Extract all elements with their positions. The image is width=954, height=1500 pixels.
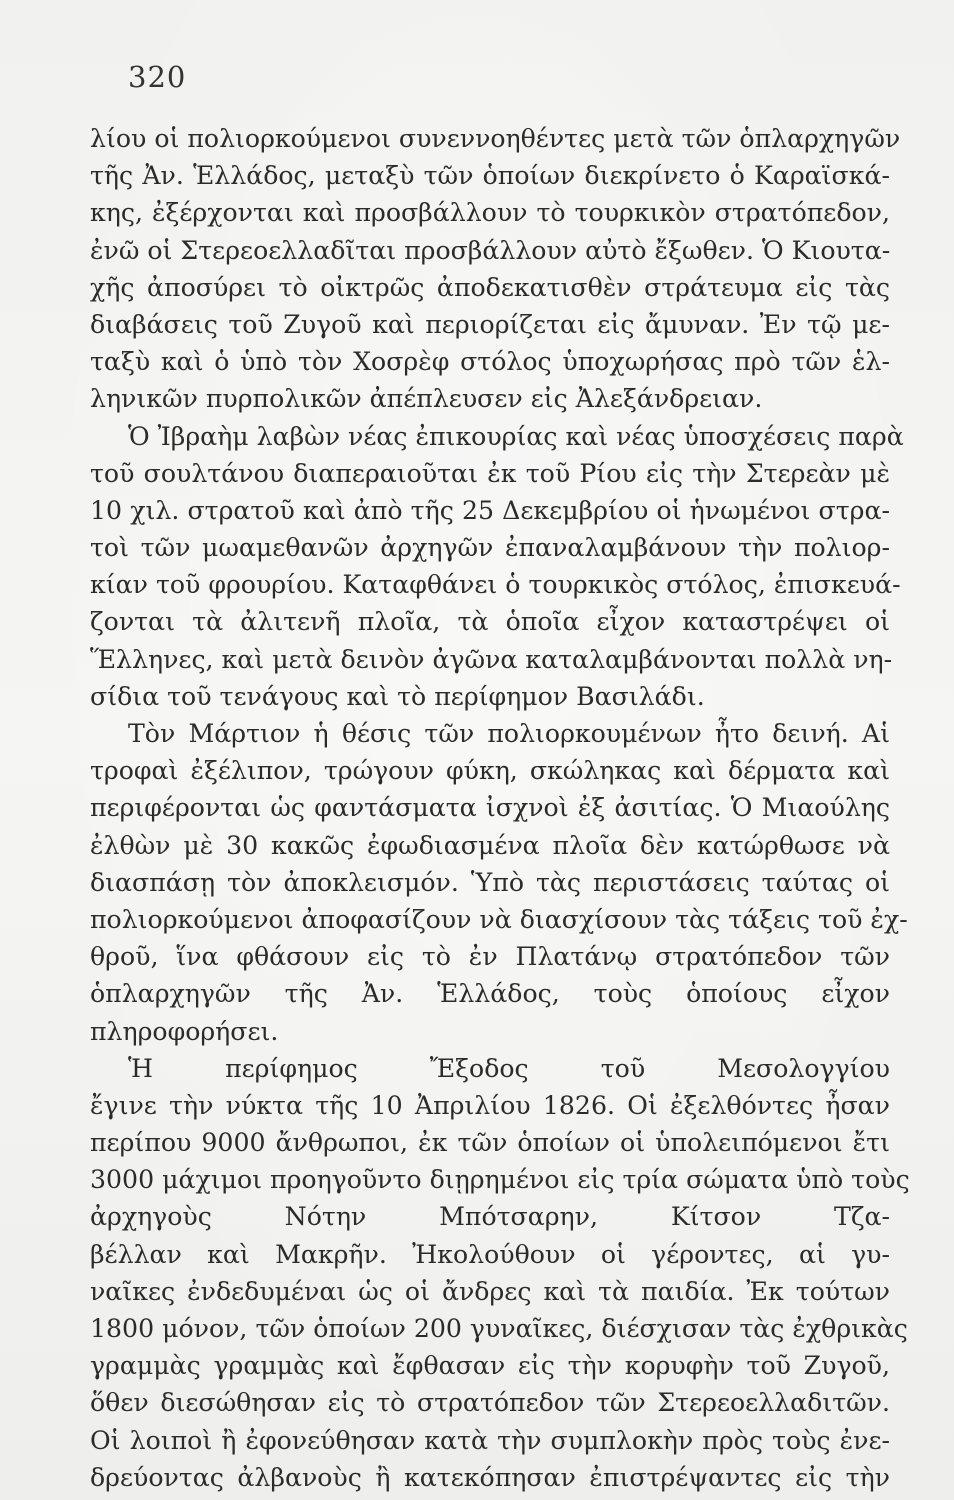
text-line: ἐλθὼν μὲ 30 κακῶς ἐφωδιασμένα πλοῖα δὲν κατώρθωσε νὰ	[90, 830, 890, 860]
text-line: βέλλαν καὶ Μακρῆν. Ἠκολούθουν οἱ γέροντες, αἱ γυ-	[90, 1239, 890, 1269]
text-line: δρεύοντας ἀλβανοὺς ἢ κατεκόπησαν ἐπιστρέψαντες εἰς τὴν	[90, 1462, 890, 1492]
text-line: ἐνῶ οἱ Στερεοελλαδῖται προσβάλλουν αὐτὸ ἔξωθεν. Ὁ Κιουτα-	[90, 235, 891, 265]
text-line: Ἕλληνες, καὶ μετὰ δεινὸν ἀγῶνα καταλαμβάνονται πολλὰ νη-	[90, 644, 893, 674]
text-line: 10 χιλ. στρατοῦ καὶ ἀπὸ τῆς 25 Δεκεμβρίου οἱ ἡνωμένοι στρα-	[90, 495, 890, 525]
text-line: κης, ἐξέρχονται καὶ προσβάλλουν τὸ τουρκικὸν στρατόπεδον,	[90, 198, 890, 228]
text-line: Ἡ περίφημος Ἔξοδος τοῦ Μεσολογγίου	[128, 1053, 890, 1083]
text-line: σίδια τοῦ τενάγους καὶ τὸ περίφημον Βασιλάδι.	[90, 681, 705, 711]
text-line: Ὁ Ἰβραὴμ λαβὼν νέας ἐπικουρίας καὶ νέας ὑποσχέσεις παρὰ	[128, 421, 904, 451]
text-line: ἔγινε τὴν νύκτα τῆς 10 Ἀπριλίου 1826. Οἱ ἐξελθόντες ἦσαν	[90, 1090, 890, 1120]
text-line: Οἱ λοιποὶ ἢ ἐφονεύθησαν κατὰ τὴν συμπλοκὴν πρὸς τοὺς ἐνε-	[90, 1425, 890, 1455]
text-line: περιφέρονται ὡς φαντάσματα ἰσχνοὶ ἐξ ἀσιτίας. Ὁ Μιαούλης	[90, 793, 890, 823]
text-line: διασπάσῃ τὸν ἀποκλεισμόν. Ὑπὸ τὰς περιστάσεις ταύτας οἱ	[90, 867, 890, 897]
text-line: ζονται τὰ ἀλιτενῆ πλοῖα, τὰ ὁποῖα εἶχον καταστρέψει οἱ	[90, 607, 890, 637]
text-line: πολιορκούμενοι ἀποφασίζουν νὰ διασχίσουν τὰς τάξεις τοῦ ἐχ-	[90, 904, 908, 934]
body-text	[90, 120, 910, 1496]
text-line: λίου οἱ πολιορκούμενοι συνεννοηθέντες μετὰ τῶν ὁπλαρχηγῶν	[90, 124, 901, 153]
text-line: ὅθεν διεσώθησαν εἰς τὸ στρατόπεδον τῶν Στερεοελλαδιτῶν.	[90, 1388, 890, 1418]
text-line: ταξὺ καὶ ὁ ὑπὸ τὸν Χοσρὲφ στόλος ὑποχωρήσας πρὸ τῶν ἑλ-	[90, 347, 890, 377]
text-line: περίπου 9000 ἄνθρωποι, ἐκ τῶν ὁποίων οἱ ὑπολειπόμενοι ἔτι	[90, 1128, 890, 1158]
text-line: διαβάσεις τοῦ Ζυγοῦ καὶ περιορίζεται εἰς ἄμυναν. Ἐν τῷ με-	[90, 309, 890, 339]
text-line: θροῦ, ἵνα φθάσουν εἰς τὸ ἐν Πλατάνῳ στρατόπεδον τῶν	[90, 942, 890, 972]
text-line: ναῖκες ἐνδεδυμέναι ὡς οἱ ἄνδρες καὶ τὰ παιδία. Ἐκ τούτων	[90, 1276, 890, 1306]
text-line: 3000 μάχιμοι προηγοῦντο διῃρημένοι εἰς τρία σώματα ὑπὸ τοὺς	[90, 1165, 910, 1195]
text-line: χῆς ἀποσύρει τὸ οἰκτρῶς ἀποδεκατισθὲν στράτευμα εἰς τὰς	[90, 272, 890, 302]
text-line: κίαν τοῦ φρουρίου. Καταφθάνει ὁ τουρκικὸς στόλος, ἐπισκευά-	[90, 570, 901, 600]
text-line: Τὸν Μάρτιον ἡ θέσις τῶν πολιορκουμένων ἦτο δεινή. Αἱ	[128, 719, 890, 748]
text-line: τοῦ σουλτάνου διαπεραιοῦται ἐκ τοῦ Ρίου εἰς τὴν Στερεὰν μὲ	[90, 458, 890, 488]
text-line: τῆς Ἀν. Ἑλλάδος, μεταξὺ τῶν ὁποίων διεκρίνετο ὁ Καραϊσκά-	[90, 161, 890, 191]
text-line: 1800 μόνον, τῶν ὁποίων 200 γυναῖκες, διέσχισαν τὰς ἐχθρικὰς	[90, 1314, 908, 1343]
text-line: τοὶ τῶν μωαμεθανῶν ἀρχηγῶν ἐπαναλαμβάνουν τὴν πολιορ-	[90, 533, 890, 563]
text-line: ὁπλαρχηγῶν τῆς Ἀν. Ἑλλάδος, τοὺς ὁποίους εἶχον	[90, 979, 890, 1009]
text-line: γραμμὰς γραμμὰς καὶ ἔφθασαν εἰς τὴν κορυφὴν τοῦ Ζυγοῦ,	[90, 1351, 890, 1381]
text-line: τροφαὶ ἐξέλιπον, τρώγουν φύκη, σκώληκας καὶ δέρματα καὶ	[90, 756, 890, 786]
text-line: πληροφορήσει.	[90, 1016, 279, 1046]
text-line: ληνικῶν πυρπολικῶν ἀπέπλευσεν εἰς Ἀλεξάνδρειαν.	[90, 384, 763, 414]
page-number: 320	[128, 60, 187, 94]
text-line: ἀρχηγοὺς Νότην Μπότσαρην, Κίτσον Τζα-	[90, 1202, 890, 1232]
